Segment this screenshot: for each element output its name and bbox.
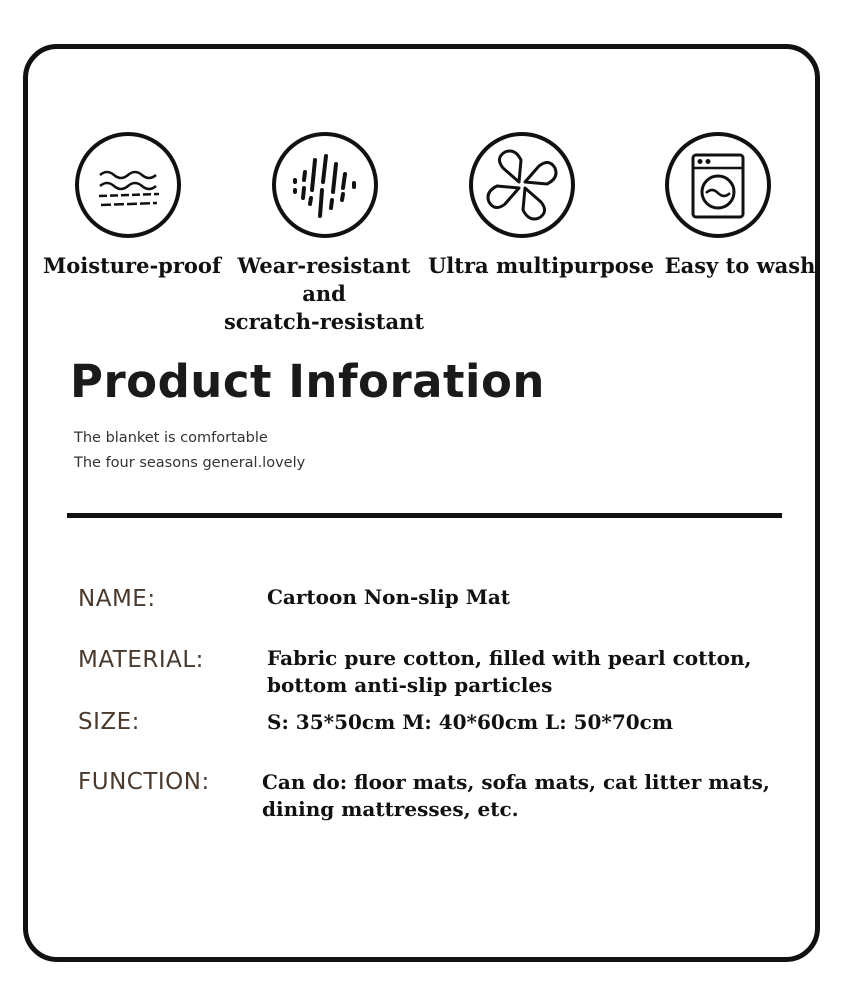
section-title: Product Inforation <box>70 355 545 408</box>
feature-label-easy-to-wash: Easy to wash <box>664 253 816 278</box>
feature-label-moisture-proof: Moisture-proof <box>43 253 221 278</box>
spec-label-material: MATERIAL: <box>78 647 204 673</box>
spec-value-name: Cartoon Non-slip Mat <box>267 585 511 609</box>
clover-icon <box>467 130 577 240</box>
sound-bars-icon <box>270 130 380 240</box>
spec-value-function: Can do: floor mats, sofa mats, cat litter mats, dining mattresses, etc. <box>262 770 770 821</box>
feature-label-ultra-multipurpose: Ultra multipurpose <box>427 253 654 278</box>
spec-value-size: S: 35*50cm M: 40*60cm L: 50*70cm <box>267 710 673 734</box>
spec-label-function: FUNCTION: <box>78 769 210 795</box>
spec-label-name: NAME: <box>78 586 156 612</box>
spec-value-material: Fabric pure cotton, filled with pearl cotton, bottom anti-slip particles <box>267 646 752 697</box>
spec-label-size: SIZE: <box>78 709 140 735</box>
section-divider <box>67 513 782 518</box>
feature-label-wear-resistant: Wear-resistant and scratch-resistant <box>223 253 425 334</box>
washing-machine-icon <box>663 130 773 240</box>
section-subtitle-2: The four seasons general.lovely <box>74 455 306 471</box>
moisture-waves-icon <box>73 130 183 240</box>
section-subtitle-1: The blanket is comfortable <box>74 430 268 446</box>
